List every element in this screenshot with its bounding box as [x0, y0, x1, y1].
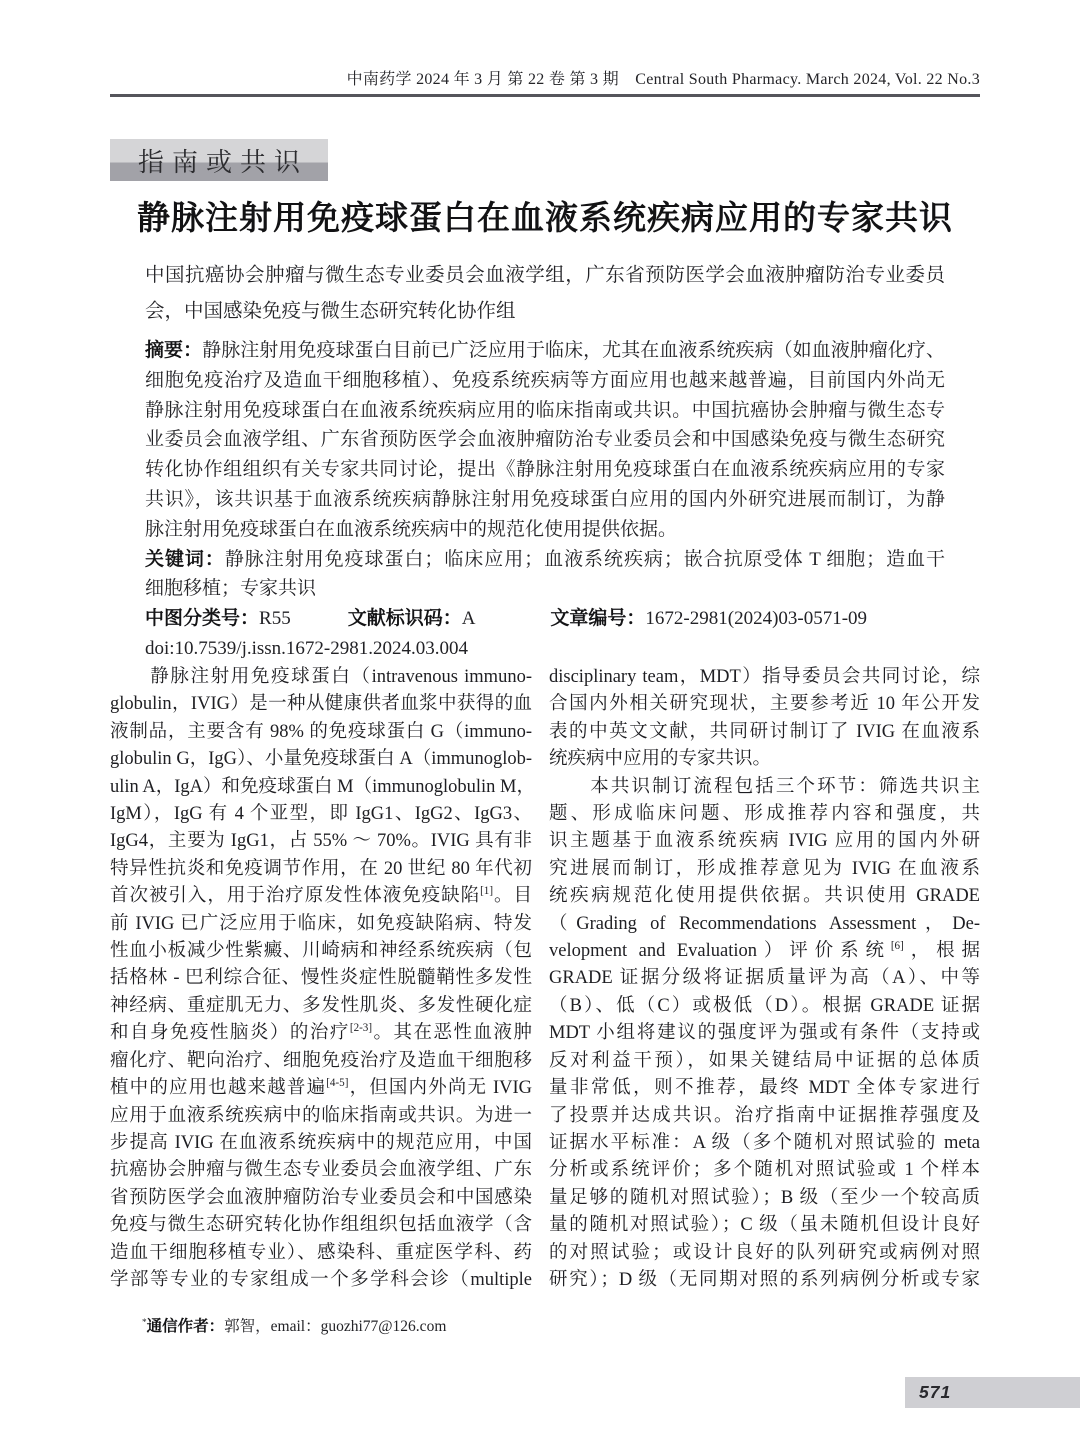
page-number: 571: [919, 1382, 952, 1402]
text-line: 免疫与微生态研究转化协作组组织包括血液学（含: [110, 1215, 532, 1236]
text-line: 静脉注射用免疫球蛋白在血液系统疾病应用的临床指南或共识。中国抗癌协会肿瘤与微生态专: [145, 399, 945, 421]
text-line: 脉注射用免疫球蛋白在血液系统疾病中的规范化使用提供依据。: [145, 518, 678, 540]
body-column-right: [549, 664, 980, 1294]
text-line: *通信作者：郭智，email：guozhi77@126.com: [142, 1317, 447, 1335]
text-line: 量非常低，则不推荐，最终 MDT 全体专家进行: [549, 1078, 980, 1099]
text-line: 和自身免疫性脑炎）的治疗[2-3]。其在恶性血液肿: [110, 1022, 532, 1044]
text-line: globulin G，IgG）、小量免疫球蛋白 A（immunoglob-: [110, 749, 532, 770]
text-line: 了投票并达成共识。治疗指南中证据推荐强度及: [549, 1105, 980, 1126]
text-line: 统疾病中应用的专家共识。: [549, 749, 772, 770]
text-line: 关键词：静脉注射用免疫球蛋白；临床应用；血液系统疾病；嵌合抗原受体 T 细胞；造血干: [145, 548, 945, 570]
text-line: IgG4，主要为 IgG1，占 55% ～ 70%。IVIG 具有非: [110, 831, 532, 852]
text-line: 细胞移植；专家共识: [145, 578, 317, 600]
page-number-bar: [905, 1377, 1080, 1408]
section-label: [110, 139, 328, 181]
text-line: 会，中国感染免疫与微生态研究转化协作组: [145, 301, 516, 322]
text-line: globulin，IVIG）是一种从健康供者血浆中获得的血: [110, 694, 532, 715]
text-line: 首次被引入，用于治疗原发性体液免疫缺陷[1]。目: [110, 885, 532, 907]
text-line: doi:10.7539/j.issn.1672-2981.2024.03.004: [145, 637, 469, 659]
text-line: velopment and Evaluation）评价系统[6]，根据: [549, 939, 980, 962]
text-line: 统疾病规范化使用提供依据。共识使用 GRADE: [549, 886, 980, 907]
text-line: 中图分类号：R55 文献标识码：A 文章编号：1672-2981(2024)03-0571-09: [145, 608, 868, 630]
text-line: 表的中英文文献，共同研讨制订了 IVIG 在血液系: [549, 721, 980, 742]
text-line: 静脉注射用免疫球蛋白（intravenous immuno-: [110, 667, 532, 687]
text-line: 括格林 - 巴利综合征、慢性炎症性脱髓鞘性多发性: [110, 968, 532, 989]
text-line: 植中的应用也越来越普遍[4-5]，但国内外尚无 IVIG: [110, 1076, 532, 1099]
text-line: 分析或系统评价；多个随机对照试验或 1 个样本: [549, 1160, 980, 1181]
text-line: 证据水平标准：A 级（多个随机对照试验的 meta: [549, 1132, 980, 1153]
text-line: 中国抗癌协会肿瘤与微生态专业委员会血液学组，广东省预防医学会血液肿瘤防治专业委员: [145, 265, 945, 286]
text-line: 抗癌协会肿瘤与微生态专业委员会血液学组、广东: [110, 1160, 532, 1181]
article-title: 静脉注射用免疫球蛋白在血液系统疾病应用的专家共识: [137, 199, 953, 236]
text-line: 应用于血液系统疾病中的临床指南或共识。为进一: [110, 1105, 532, 1126]
text-line: 神经病、重症肌无力、多发性肌炎、多发性硬化症: [110, 995, 532, 1016]
header-rule: [110, 94, 980, 97]
text-line: 的对照试验；或设计良好的队列研究或病例对照: [549, 1242, 980, 1263]
text-line: 性血小板减少性紫癜、川崎病和神经系统疾病（包: [110, 941, 532, 962]
text-line: 前 IVIG 已广泛应用于临床，如免疫缺陷病、特发: [110, 913, 532, 934]
text-line: 特异性抗炎和免疫调节作用，在 20 世纪 80 年代初: [110, 858, 532, 879]
text-line: 转化协作组组织有关专家共同讨论，提出《静脉注射用免疫球蛋白在血液系统疾病应用的专家: [145, 459, 945, 481]
text-line: 细胞免疫治疗及造血干细胞移植）、免疫系统疾病等方面应用也越来越普遍，目前国内外尚无: [145, 369, 945, 391]
text-line: 量的随机对照试验）；C 级（虽未随机但设计良好: [549, 1215, 980, 1236]
journal-header: 中南药学 2024 年 3 月 第 22 卷 第 3 期 Central South Pharmacy. March 2024, Vol. 22 No.3: [346, 71, 980, 88]
text-line: 反对利益干预），如果关键结局中证据的总体质: [549, 1050, 980, 1071]
text-line: 省预防医学会血液肿瘤防治专业委员会和中国感染: [110, 1187, 532, 1208]
text-line: 步提高 IVIG 在血液系统疾病中的规范应用，中国: [110, 1132, 532, 1153]
text-line: IgM），IgG 有 4 个亚型，即 IgG1、IgG2、IgG3、: [110, 804, 532, 825]
text-line: 学部等专业的专家组成一个多学科会诊（multiple: [110, 1269, 532, 1290]
text-line: 造血干细胞移植专业）、感染科、重症医学科、药: [110, 1242, 532, 1263]
text-line: 量足够的随机对照试验）；B 级（至少一个较高质: [549, 1187, 980, 1208]
text-line: 瘤化疗、靶向治疗、细胞免疫治疗及造血干细胞移: [110, 1050, 532, 1071]
text-line: 合国内外相关研究现状，主要参考近 10 年公开发: [549, 694, 980, 715]
text-line: 本共识制订流程包括三个环节：筛选共识主: [549, 776, 980, 797]
author-affiliations: [145, 258, 945, 330]
text-line: GRADE 证据分级将证据质量评为高（A）、中等: [549, 968, 980, 989]
text-line: 液制品，主要含有 98% 的免疫球蛋白 G（immuno-: [110, 721, 532, 742]
text-line: disciplinary team，MDT）指导委员会共同讨论，综: [549, 667, 980, 687]
text-line: 题、形成临床问题、形成推荐内容和强度，共: [549, 804, 980, 825]
body-column-left: [110, 664, 536, 1294]
text-line: 识主题基于血液系统疾病 IVIG 应用的国内外研: [549, 831, 980, 852]
text-line: MDT 小组将建议的强度评为强或有条件（支持或: [549, 1023, 980, 1044]
text-line: 究进展而制订，形成推荐意见为 IVIG 在血液系: [549, 858, 980, 879]
text-line: （B）、低（C）或极低（D）。根据 GRADE 证据: [549, 995, 980, 1016]
text-line: 业委员会血液学组、广东省预防医学会血液肿瘤防治专业委员会和中国感染免疫与微生态研究: [145, 429, 945, 451]
section-label-text: 指南或共识: [137, 146, 308, 177]
text-line: ulin A，IgA）和免疫球蛋白 M（immunoglobulin M，: [110, 776, 536, 797]
abstract-block: [145, 336, 945, 664]
text-line: （Grading of Recommendations Assessment，De-: [549, 913, 980, 934]
text-line: 摘要：静脉注射用免疫球蛋白目前已广泛应用于临床，尤其在血液系统疾病（如血液肿瘤化疗、: [145, 340, 945, 361]
corresponding-author-footnote: [142, 1316, 762, 1338]
text-line: 研究）；D 级（无同期对照的系列病例分析或专家: [549, 1269, 980, 1290]
text-line: 共识》，该共识基于血液系统疾病静脉注射用免疫球蛋白应用的国内外研究进展而制订，为静: [145, 488, 945, 510]
